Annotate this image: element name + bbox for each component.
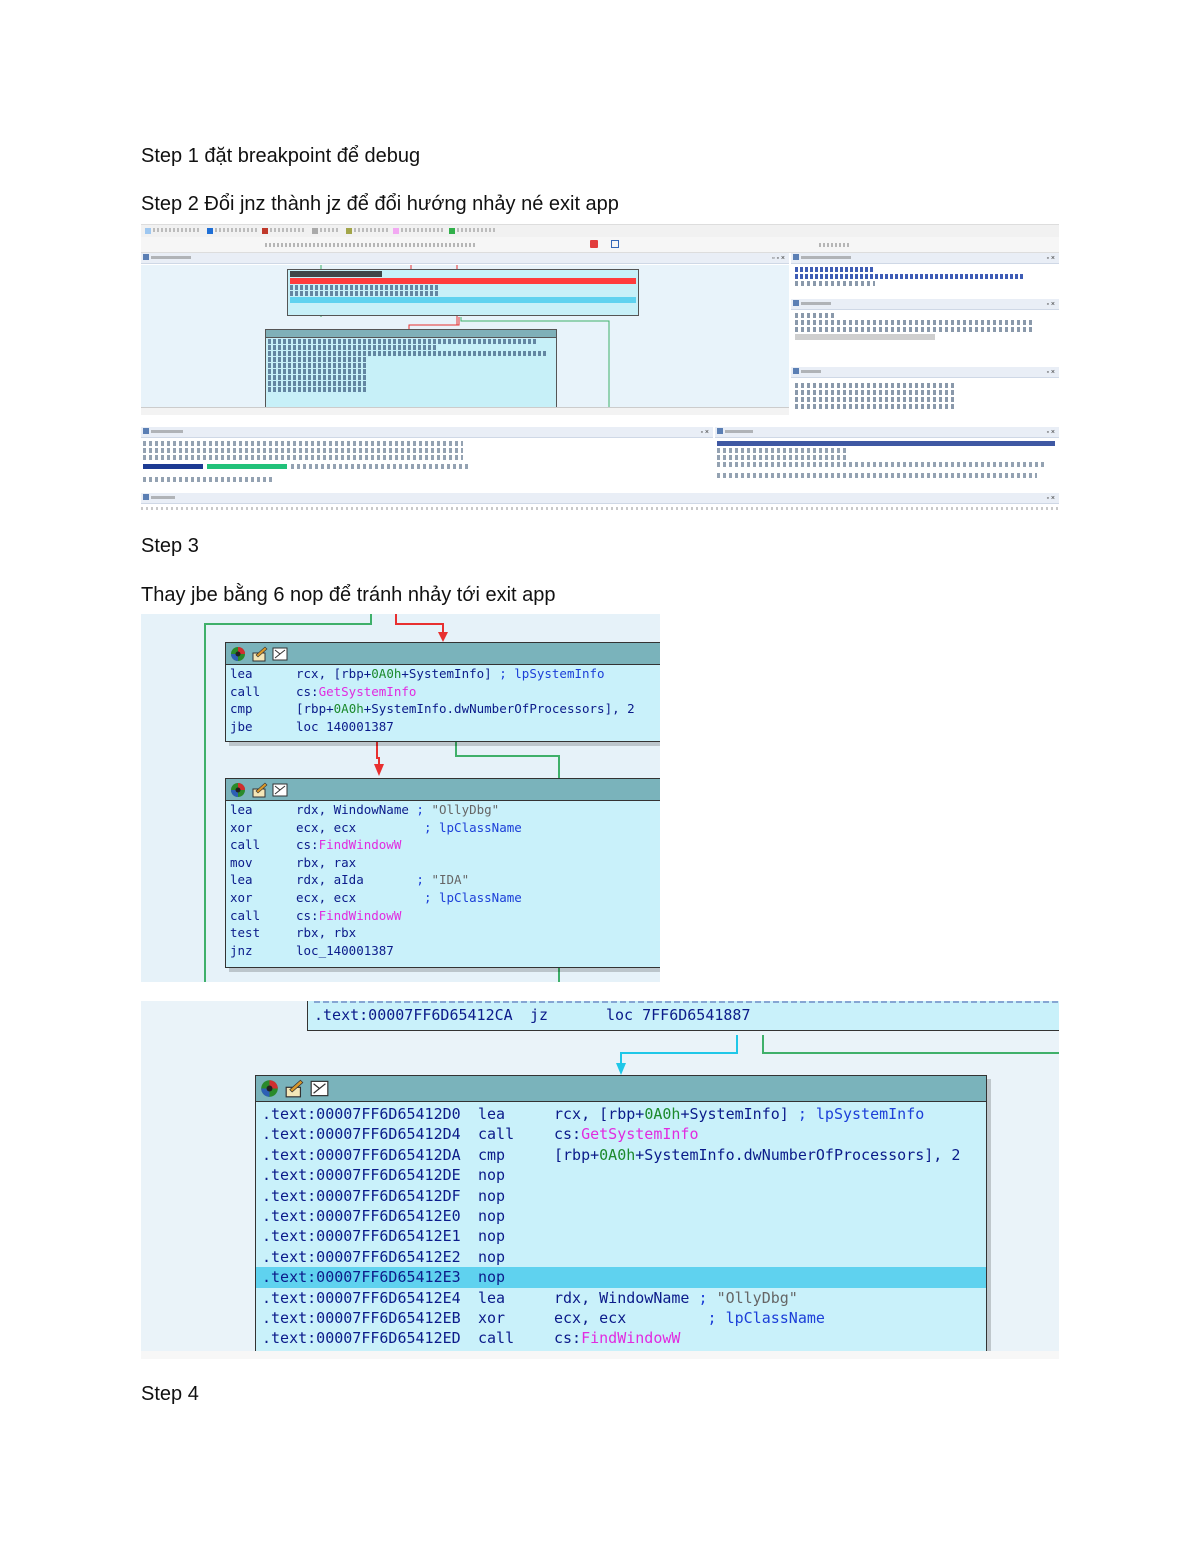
instruction-row[interactable]	[230, 683, 660, 701]
instruction-operand: rbx, rbx	[296, 925, 357, 941]
instruction-row[interactable]	[256, 1124, 986, 1144]
instruction-address: .text:00007FF6D65412DF	[262, 1186, 461, 1205]
instruction-mnemonic: nop	[478, 1227, 506, 1246]
instruction-row[interactable]	[230, 801, 660, 819]
instruction-operand: loc_140001387	[296, 942, 394, 958]
instruction-row[interactable]	[230, 819, 660, 837]
instruction-comment: ; lpClassName	[356, 889, 522, 905]
instruction-mnemonic: call	[230, 683, 261, 699]
instruction-row[interactable]	[230, 854, 660, 872]
group-nodes-icon[interactable]	[310, 1079, 329, 1098]
instruction-mnemonic: mov	[230, 854, 253, 870]
instruction-operand: rdx, WindowName	[296, 802, 409, 817]
instruction-row[interactable]	[256, 1328, 986, 1348]
instruction-number: 0A0h	[644, 1105, 681, 1123]
instruction-address: .text:00007FF6D65412E0	[262, 1206, 461, 1225]
patched-listing-screenshot	[141, 1001, 1059, 1359]
node-header	[226, 779, 660, 801]
instruction-mnemonic: xor	[478, 1308, 506, 1327]
rename-node-icon[interactable]	[285, 1079, 304, 1098]
instruction-operand: ecx, ecx	[296, 889, 357, 905]
instruction-mnemonic: lea	[478, 1288, 506, 1307]
modules-header: ▫ ×	[791, 299, 1059, 310]
threads-list	[791, 381, 1059, 421]
instruction-row[interactable]	[256, 1186, 986, 1206]
instruction-mnemonic: jbe	[230, 718, 253, 734]
instruction-operand: cs:	[554, 1329, 582, 1348]
instruction-row[interactable]	[230, 871, 660, 889]
instruction-address: .text:00007FF6D65412DA	[262, 1145, 461, 1164]
instruction-operand: cs:	[296, 907, 319, 923]
instruction-string: "OllyDbg"	[431, 802, 500, 817]
instruction-symbol: FindWindowW	[318, 907, 402, 923]
instruction-address: .text:00007FF6D65412E4	[262, 1288, 461, 1307]
instruction-row[interactable]	[256, 1104, 986, 1124]
threads-header: ▫ ×	[791, 367, 1059, 378]
instruction-row[interactable]	[256, 1165, 986, 1185]
instruction-address: .text:00007FF6D65412E3	[262, 1268, 461, 1287]
debugger-toolbar	[141, 237, 1059, 253]
node1-instructions[interactable]	[226, 665, 660, 735]
instruction-row[interactable]	[230, 836, 660, 854]
instruction-mnemonic: jnz	[230, 942, 253, 958]
instruction-operand: loc 140001387	[296, 718, 394, 734]
instruction-mnemonic: call	[230, 837, 261, 853]
color-node-icon[interactable]	[230, 782, 246, 798]
navigation-legend	[141, 225, 1059, 237]
ida-view-header	[141, 253, 789, 264]
instruction-symbol: FindWindowW	[318, 837, 402, 853]
modules-list	[791, 311, 1059, 351]
ida-overview-screenshot	[141, 224, 1059, 510]
instruction-mnemonic: lea	[230, 802, 253, 817]
instruction-operand: rdx, WindowName	[554, 1288, 690, 1307]
instruction-number: 0A0h	[333, 701, 364, 717]
node-header	[256, 1076, 986, 1102]
instruction-symbol: FindWindowW	[581, 1329, 681, 1348]
instruction-row[interactable]	[256, 1206, 986, 1226]
graph-node-findwindow[interactable]	[265, 329, 557, 413]
instruction-mnemonic: call	[230, 907, 261, 923]
instruction-row[interactable]	[230, 718, 660, 736]
instruction-row[interactable]	[230, 665, 660, 683]
instruction-comment: ; lpClassName	[356, 819, 522, 835]
step-3-heading: Step 3	[141, 535, 199, 557]
instruction-mnemonic: nop	[478, 1186, 506, 1205]
patched-instructions[interactable]	[256, 1102, 986, 1349]
step-4-heading: Step 4	[141, 1383, 199, 1405]
instruction-row[interactable]	[230, 700, 660, 718]
rename-node-icon[interactable]	[252, 646, 268, 662]
node2-instructions[interactable]	[226, 801, 660, 959]
instruction-operand: ecx, ecx	[554, 1308, 627, 1327]
instruction-address: .text:00007FF6D65412ED	[262, 1329, 461, 1348]
instruction-symbol: GetSystemInfo	[581, 1125, 699, 1144]
instruction-mnemonic: call	[478, 1125, 515, 1144]
graph-node-jz[interactable]	[307, 1001, 1059, 1031]
stop-icon[interactable]	[590, 240, 598, 248]
instruction-comment: ;	[689, 1288, 717, 1307]
instruction-operand: rdx, aIda	[296, 872, 364, 888]
ida-graph-view[interactable]	[141, 265, 789, 415]
instruction-mnemonic: nop	[478, 1206, 506, 1225]
hex-view[interactable]	[141, 439, 713, 487]
stack-view-header: ▫ ×	[715, 427, 1059, 438]
node-header	[226, 643, 660, 665]
instruction-comment: ;	[408, 802, 432, 817]
instruction-mnemonic: cmp	[230, 701, 253, 717]
instruction-mnemonic: lea	[230, 872, 253, 888]
instruction-comment: ; lpSystemInfo	[491, 666, 605, 681]
instruction-operand: +SystemInfo.dwNumberOfProcessors], 2	[635, 1145, 961, 1164]
instruction-row[interactable]	[256, 1267, 986, 1287]
instruction-row[interactable]	[230, 889, 660, 907]
instruction-address: .text:00007FF6D65412DE	[262, 1166, 461, 1185]
instruction-operand: cs:	[296, 837, 319, 853]
instruction-operand: rbx, rax	[296, 854, 357, 870]
instruction-mnemonic: call	[478, 1329, 515, 1348]
jz-row[interactable]: .text:00007FF6D65412CA jz loc 7FF6D6541887	[314, 1006, 751, 1024]
instruction-operand: rcx, [rbp+	[554, 1105, 645, 1123]
graph-node-breakpoint[interactable]	[287, 269, 639, 316]
step-2-text: Step 2 Đổi jnz thành jz để đổi hướng nhảy né exit app	[141, 193, 619, 215]
instruction-operand: [rbp+	[554, 1145, 600, 1164]
rename-node-icon[interactable]	[252, 782, 268, 798]
instruction-address: .text:00007FF6D65412E1	[262, 1227, 461, 1246]
instruction-string: "OllyDbg"	[716, 1288, 798, 1307]
instruction-row[interactable]	[256, 1226, 986, 1246]
graph-view-screenshot	[141, 614, 660, 982]
graph-node-getsysteminfo[interactable]	[225, 642, 660, 742]
instruction-row[interactable]	[230, 907, 660, 925]
instruction-comment: ;	[363, 872, 432, 888]
instruction-number: 0A0h	[599, 1145, 636, 1164]
instruction-mnemonic: test	[230, 925, 261, 941]
grid-icon[interactable]	[611, 240, 619, 248]
instruction-mnemonic: cmp	[478, 1145, 506, 1164]
instruction-operand: rcx, [rbp+	[296, 666, 372, 681]
instruction-row[interactable]	[256, 1145, 986, 1165]
instruction-operand: +SystemInfo]	[401, 666, 492, 681]
instruction-mnemonic: lea	[478, 1105, 506, 1123]
instruction-mnemonic: nop	[478, 1247, 506, 1266]
hex-view-header: ▫ ×	[141, 427, 713, 438]
registers-list	[791, 265, 1051, 297]
general-registers-header: ▫ ×	[791, 253, 1059, 264]
instruction-address: .text:00007FF6D65412D4	[262, 1125, 461, 1144]
instruction-operand: cs:	[554, 1125, 582, 1144]
graph-node-patched[interactable]	[255, 1075, 987, 1359]
panel-controls[interactable]: ▫ ▫ ×	[772, 255, 785, 262]
instruction-row[interactable]	[256, 1288, 986, 1308]
instruction-mnemonic: nop	[478, 1166, 506, 1185]
step-3-description: Thay jbe bằng 6 nop để tránh nhảy tới exit app	[141, 584, 556, 606]
instruction-comment: ; lpSystemInfo	[788, 1105, 925, 1123]
instruction-row[interactable]	[230, 924, 660, 942]
instruction-mnemonic: xor	[230, 889, 253, 905]
instruction-operand: ecx, ecx	[296, 819, 357, 835]
instruction-row[interactable]	[256, 1247, 986, 1267]
instruction-string: "IDA"	[431, 872, 470, 888]
group-nodes-icon[interactable]	[272, 782, 288, 798]
instruction-mnemonic: nop	[478, 1268, 506, 1287]
instruction-comment: ; lpClassName	[626, 1308, 825, 1327]
instruction-address: .text:00007FF6D65412E2	[262, 1247, 461, 1266]
color-node-icon[interactable]	[230, 646, 246, 662]
stack-view[interactable]	[715, 439, 1059, 487]
instruction-row[interactable]	[256, 1308, 986, 1328]
instruction-operand: +SystemInfo.dwNumberOfProcessors], 2	[363, 701, 635, 717]
step-1-text: Step 1 đặt breakpoint để debug	[141, 145, 421, 167]
instruction-address: .text:00007FF6D65412EB	[262, 1308, 461, 1327]
instruction-number: 0A0h	[371, 666, 402, 681]
instruction-operand: +SystemInfo]	[680, 1105, 789, 1123]
graph-node-findwindow[interactable]	[225, 778, 660, 968]
color-node-icon[interactable]	[260, 1079, 279, 1098]
instruction-row[interactable]	[230, 942, 660, 960]
instruction-address: .text:00007FF6D65412D0	[262, 1105, 461, 1123]
instruction-operand: [rbp+	[296, 701, 334, 717]
instruction-symbol: GetSystemInfo	[318, 683, 417, 699]
instruction-mnemonic: lea	[230, 666, 253, 681]
instruction-operand: cs:	[296, 683, 319, 699]
output-header: ▫ ×	[141, 493, 1059, 504]
group-nodes-icon[interactable]	[272, 646, 288, 662]
instruction-mnemonic: xor	[230, 819, 253, 835]
